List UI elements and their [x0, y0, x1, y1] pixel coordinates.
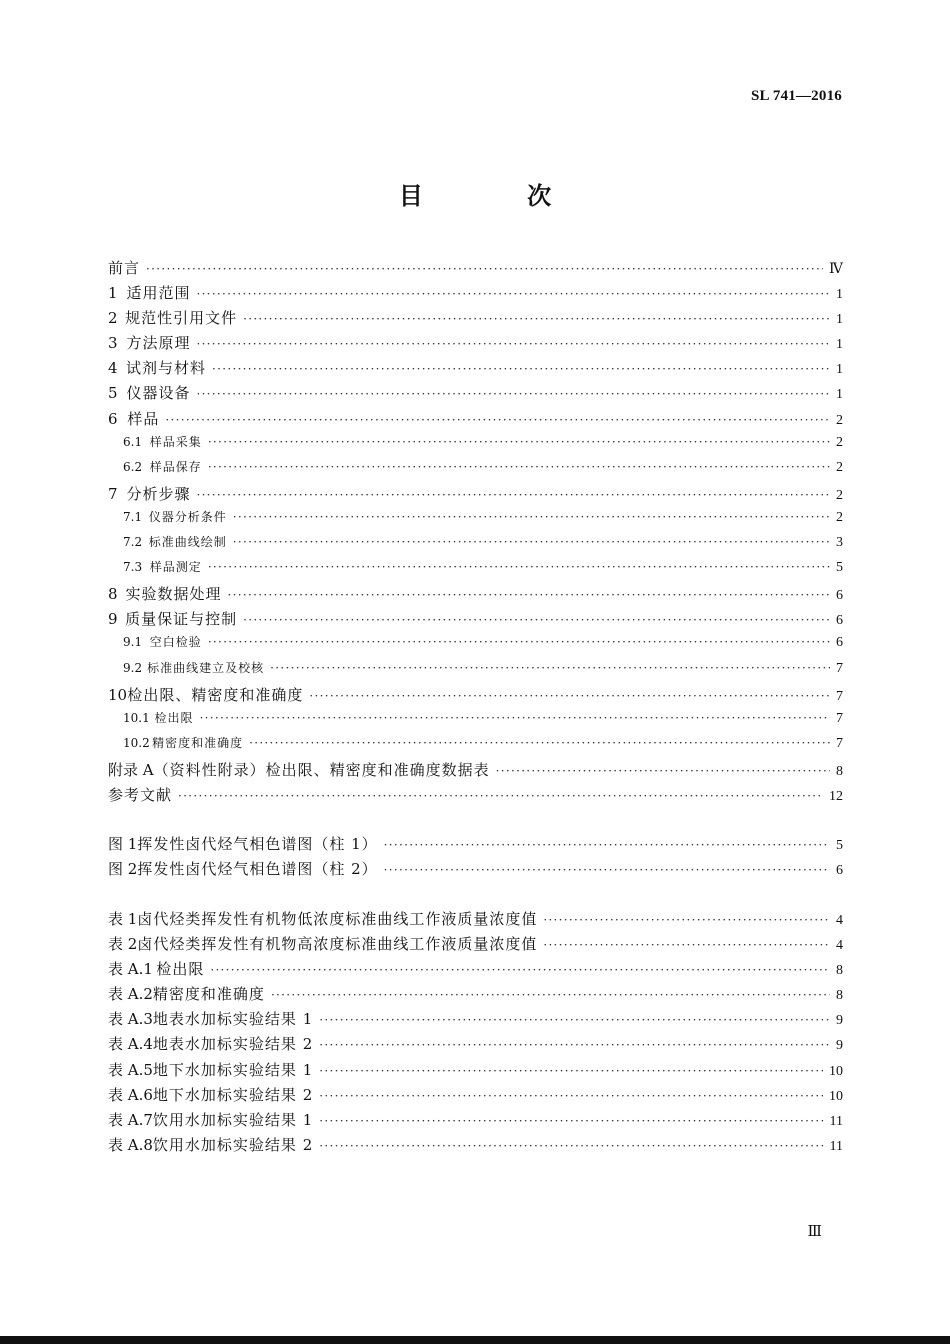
toc-number: 10.2: [123, 735, 150, 750]
toc-number: 9: [108, 610, 118, 629]
table-page: 11: [829, 1138, 843, 1154]
dot-leader: [196, 287, 830, 301]
dot-leader: [271, 988, 830, 1002]
dot-leader: [228, 588, 830, 602]
toc-page: 1: [836, 312, 843, 328]
toc-entry[interactable]: [108, 282, 843, 307]
toc-label: 标准曲线绘制: [148, 535, 227, 550]
table-page: 11: [829, 1113, 843, 1129]
toc-page: 7: [836, 735, 843, 751]
toc-label: 标准曲线建立及校核: [147, 660, 265, 675]
toc-label: 规范性引用文件: [125, 309, 238, 328]
table-page: 4: [836, 913, 843, 928]
dot-leader: [208, 635, 830, 649]
table-page: 4: [836, 938, 843, 954]
document-code: SL 741—2016: [751, 88, 842, 104]
toc-page: 6: [836, 635, 843, 651]
toc-number: 6.2: [123, 459, 143, 474]
toc-page: 1: [836, 287, 843, 303]
dot-leader: [208, 460, 830, 474]
dot-leader: [243, 613, 830, 627]
toc-number: 3: [108, 334, 118, 353]
toc-page: 8: [836, 763, 843, 779]
toc-page: 7: [836, 688, 843, 704]
table-label: 卤代烃类挥发性有机物高浓度标准曲线工作液质量浓度值: [137, 935, 538, 954]
toc-label: 检出限、精密度和准确度: [127, 685, 304, 704]
toc-figures: [108, 833, 843, 883]
dot-leader: [319, 1013, 830, 1027]
table-label: 卤代烃类挥发性有机物低浓度标准曲线工作液质量浓度值: [137, 910, 538, 928]
toc-number: 6.1: [123, 434, 143, 449]
table-number: 表 A.3: [108, 1010, 153, 1029]
toc-entry[interactable]: [108, 608, 843, 633]
toc-subentry[interactable]: [108, 458, 843, 483]
toc-label: 精密度和准确度: [152, 735, 244, 750]
toc-label: 样品: [127, 409, 160, 428]
dot-leader: [208, 435, 830, 449]
table-label: 检出限: [156, 960, 205, 979]
table-number: 表 A.5: [108, 1060, 153, 1079]
page-number: Ⅲ: [807, 1224, 822, 1240]
table-label: 精密度和准确度: [152, 985, 265, 1004]
table-label: 饮用水加标实验结果 1: [152, 1110, 314, 1129]
toc-label: 样品测定: [149, 560, 202, 575]
table-number: 表 A.1: [108, 960, 153, 979]
toc-label: 适用范围: [126, 284, 191, 303]
dot-leader: [319, 1089, 823, 1103]
dot-leader: [146, 262, 823, 276]
toc-page: 1: [836, 337, 843, 353]
table-page: 9: [836, 1038, 843, 1054]
toc-tables: [108, 908, 843, 1159]
table-entry[interactable]: [108, 908, 843, 933]
toc-entry[interactable]: [108, 483, 843, 508]
table-label: 地下水加标实验结果 2: [152, 1085, 314, 1104]
table-entry[interactable]: [108, 1134, 843, 1159]
toc-label: 样品保存: [149, 459, 202, 474]
dot-leader: [233, 510, 830, 524]
toc-page: 2: [836, 434, 843, 450]
table-entry[interactable]: [108, 1084, 843, 1109]
toc-number: 7.2: [123, 535, 143, 550]
toc-page: 1: [836, 362, 843, 378]
toc-label: 分析步骤: [126, 484, 191, 503]
dot-leader: [178, 789, 823, 803]
toc-entry[interactable]: [108, 583, 843, 608]
table-entry[interactable]: [108, 1059, 843, 1084]
toc-page: 2: [836, 412, 843, 428]
toc-number: 8: [108, 585, 118, 604]
toc-number: 附录 A: [108, 760, 154, 779]
toc-entry[interactable]: [108, 684, 843, 709]
toc-subentry[interactable]: [108, 659, 843, 684]
dot-leader: [212, 362, 830, 376]
toc-label: 样品采集: [149, 434, 202, 449]
figure-number: 图 1: [108, 835, 138, 853]
toc-subentry[interactable]: [108, 709, 843, 734]
toc-page: 2: [836, 487, 843, 503]
toc-subentry[interactable]: [108, 633, 843, 658]
toc-entry[interactable]: [108, 784, 843, 809]
toc-label: 空白检验: [149, 635, 202, 650]
dot-leader: [319, 1038, 830, 1052]
table-number: 表 A.8: [108, 1135, 153, 1154]
toc-entry-appendix[interactable]: [108, 759, 843, 784]
dot-leader: [196, 387, 830, 401]
toc-number: 7.3: [123, 560, 143, 575]
dot-leader: [319, 1064, 823, 1078]
table-number: 表 A.6: [108, 1085, 153, 1104]
toc-page: Ⅳ: [829, 262, 843, 277]
figure-label: 挥发性卤代烃气相色谱图（柱 2）: [137, 860, 378, 879]
toc-label: 质量保证与控制: [125, 610, 238, 629]
table-entry[interactable]: [108, 1109, 843, 1134]
toc-label: 参考文献: [108, 785, 173, 804]
toc-label: 检出限: [154, 710, 194, 725]
dot-leader: [208, 560, 830, 574]
table-entry[interactable]: [108, 1008, 843, 1033]
table-label: 地表水加标实验结果 2: [152, 1035, 314, 1054]
table-number: 表 2: [108, 935, 138, 954]
toc-label: 方法原理: [126, 334, 191, 353]
toc-number: 7: [108, 484, 118, 503]
dot-leader: [543, 938, 830, 952]
toc-entry[interactable]: [108, 332, 843, 357]
toc-label: 前言: [108, 259, 141, 277]
bottom-border: [0, 1336, 950, 1344]
table-entry[interactable]: [108, 933, 843, 958]
toc-page: 7: [836, 710, 843, 726]
dot-leader: [543, 913, 830, 927]
toc-page: 5: [836, 560, 843, 576]
toc-label: 试剂与材料: [125, 359, 206, 378]
toc-entry[interactable]: [108, 408, 843, 433]
toc-entry[interactable]: [108, 307, 843, 332]
dot-leader: [243, 312, 830, 326]
figure-entry[interactable]: [108, 833, 843, 858]
toc-number: 5: [108, 384, 118, 403]
dot-leader: [165, 413, 830, 427]
table-page: 8: [836, 963, 843, 979]
toc-page: 7: [836, 660, 843, 676]
dot-leader: [249, 736, 830, 750]
dot-leader: [384, 863, 830, 877]
dot-leader: [196, 488, 830, 502]
dot-leader: [384, 838, 830, 852]
toc-number: 10.1: [123, 710, 150, 725]
figure-label: 挥发性卤代烃气相色谱图（柱 1）: [137, 835, 378, 853]
toc-subentry[interactable]: [108, 433, 843, 458]
table-number: 表 1: [108, 910, 138, 928]
figure-page: 6: [836, 863, 843, 879]
toc-number: 2: [108, 309, 118, 328]
toc-entry[interactable]: [108, 257, 843, 282]
figure-entry[interactable]: [108, 858, 843, 883]
toc-label: 仪器设备: [126, 384, 191, 403]
toc-label: 实验数据处理: [125, 585, 222, 604]
toc-number: 1: [108, 284, 118, 303]
page-title: 目 次: [398, 182, 600, 210]
table-number: 表 A.4: [108, 1035, 153, 1054]
toc-entry[interactable]: [108, 382, 843, 407]
toc-page: 6: [836, 588, 843, 604]
dot-leader: [233, 535, 830, 549]
toc-page: 3: [836, 535, 843, 551]
dot-leader: [200, 711, 830, 725]
toc-number: 7.1: [123, 509, 143, 524]
dot-leader: [196, 337, 830, 351]
dot-leader: [319, 1114, 823, 1128]
table-label: 地下水加标实验结果 1: [152, 1060, 314, 1079]
dot-leader: [270, 661, 830, 675]
figure-page: 5: [836, 838, 843, 853]
table-label: 地表水加标实验结果 1: [152, 1010, 314, 1029]
toc-entry[interactable]: [108, 357, 843, 382]
table-entry[interactable]: [108, 1033, 843, 1058]
toc-number: 10: [108, 685, 128, 704]
table-number: 表 A.7: [108, 1110, 153, 1129]
dot-leader: [496, 764, 830, 778]
toc-page: 12: [829, 788, 843, 804]
toc-number: 6: [108, 409, 118, 428]
toc-main: [108, 257, 843, 809]
toc-subentry[interactable]: [108, 734, 843, 759]
table-entry[interactable]: [108, 958, 843, 983]
table-number: 表 A.2: [108, 985, 153, 1004]
toc-number: 9.1: [123, 635, 143, 650]
toc-page: 2: [836, 459, 843, 475]
table-page: 9: [836, 1013, 843, 1029]
dot-leader: [319, 1139, 823, 1153]
toc-page: 1: [836, 387, 843, 403]
table-label: 饮用水加标实验结果 2: [152, 1135, 314, 1154]
table-page: 10: [829, 1063, 843, 1079]
figure-number: 图 2: [108, 860, 138, 879]
table-page: 10: [829, 1088, 843, 1104]
dot-leader: [210, 963, 830, 977]
toc-number: 9.2: [123, 660, 143, 675]
toc-subentry[interactable]: [108, 533, 843, 558]
toc-number: 4: [108, 359, 118, 378]
toc-subentry[interactable]: [108, 508, 843, 533]
table-page: 8: [836, 988, 843, 1004]
toc-subentry[interactable]: [108, 558, 843, 583]
toc-label: （资料性附录）检出限、精密度和准确度数据表: [153, 760, 490, 779]
toc-label: 仪器分析条件: [148, 509, 227, 524]
toc-page: 2: [836, 509, 843, 525]
toc-page: 6: [836, 613, 843, 629]
table-entry[interactable]: [108, 983, 843, 1008]
dot-leader: [309, 689, 830, 703]
